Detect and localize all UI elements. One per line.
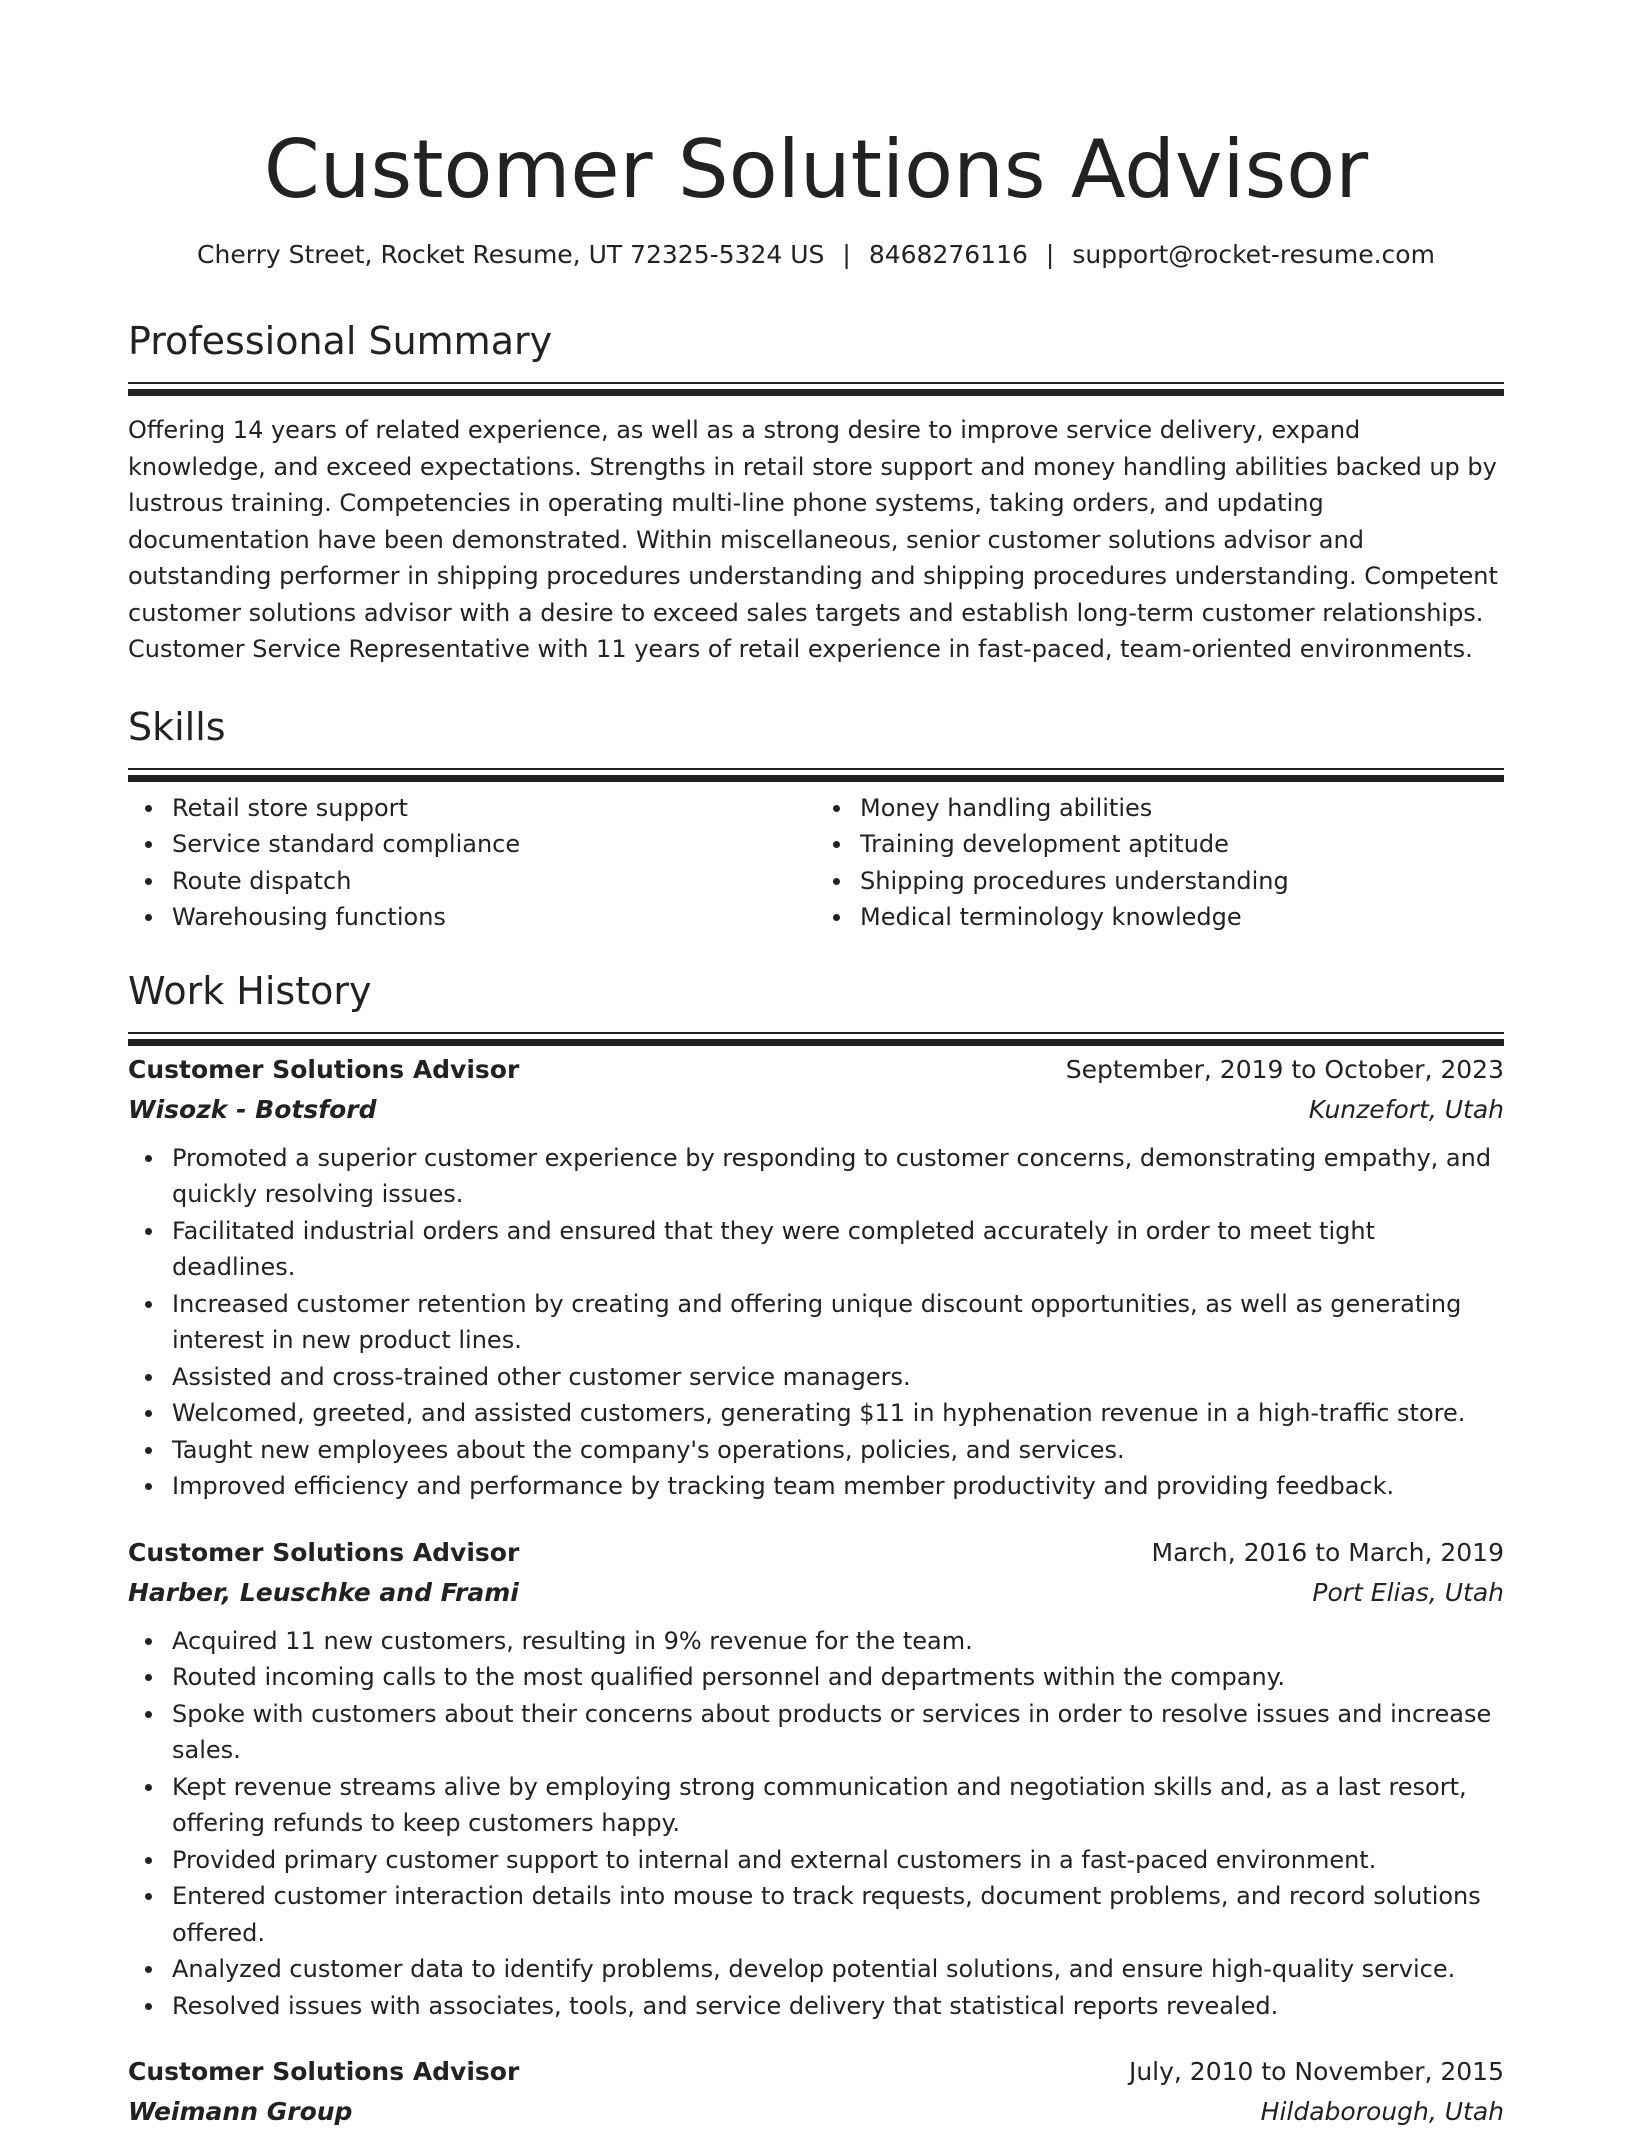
job-title: Customer Solutions Advisor	[128, 1533, 519, 1573]
job-dates: September, 2019 to October, 2023	[1066, 1050, 1504, 1090]
job-header-row	[128, 2052, 1504, 2092]
job-header-row	[128, 1533, 1504, 1573]
job-title: Customer Solutions Advisor	[128, 1050, 519, 1090]
section-divider	[128, 1032, 1504, 1034]
skill-item: Service standard compliance	[172, 826, 816, 863]
job-entry	[128, 1533, 1504, 2025]
job-bullet: Taught new employees about the company's operations, policies, and services.	[172, 1432, 1504, 1469]
skill-item: Training development aptitude	[860, 826, 1504, 863]
summary-heading: Professional Summary	[128, 316, 1504, 366]
job-dates: July, 2010 to November, 2015	[1129, 2052, 1504, 2092]
job-bullet: Entered customer interaction details into mouse to track requests, document problems, and record solutions offered.	[172, 1878, 1504, 1951]
job-bullet: Routed incoming calls to the most qualified personnel and departments within the company.	[172, 1659, 1504, 1696]
section-divider	[128, 768, 1504, 770]
job-location: Hildaborough, Utah	[1261, 2092, 1504, 2132]
job-bullet: Improved efficiency and performance by tracking team member productivity and providing feedback.	[172, 1468, 1504, 1505]
job-bullet: Acquired 11 new customers, resulting in 9% revenue for the team.	[172, 1623, 1504, 1660]
contact-line	[128, 238, 1504, 272]
job-bullet: Increased customer retention by creating and offering unique discount opportunities, as well as generating interest in new product lines.	[172, 1286, 1504, 1359]
job-header-row	[128, 1050, 1504, 1090]
skills-heading: Skills	[128, 702, 1504, 752]
contact-separator: |	[824, 238, 868, 272]
job-bullets	[128, 1623, 1504, 2025]
job-entry	[128, 1050, 1504, 1505]
contact-separator: |	[1028, 238, 1072, 272]
skill-item: Money handling abilities	[860, 790, 1504, 827]
job-location: Kunzefort, Utah	[1309, 1090, 1504, 1130]
job-bullet: Assisted and cross-trained other customer service managers.	[172, 1359, 1504, 1396]
job-company-row	[128, 1573, 1504, 1613]
skill-item: Medical terminology knowledge	[860, 899, 1504, 936]
job-title: Customer Solutions Advisor	[128, 2052, 519, 2092]
job-bullet: Provided primary customer support to internal and external customers in a fast-paced environment.	[172, 1842, 1504, 1879]
phone-text: 8468276116	[869, 240, 1028, 269]
job-company: Weimann Group	[128, 2092, 352, 2132]
job-bullet: Promoted a superior customer experience by responding to customer concerns, demonstrating empathy, and quickly resolving issues.	[172, 1140, 1504, 1213]
section-divider	[128, 382, 1504, 384]
work-history-section	[128, 966, 1504, 2132]
job-bullet: Spoke with customers about their concerns about products or services in order to resolve issues and increase sales.	[172, 1696, 1504, 1769]
job-company-row	[128, 2092, 1504, 2132]
job-company: Wisozk - Botsford	[128, 1090, 377, 1130]
summary-section	[128, 316, 1504, 668]
job-bullets	[128, 1140, 1504, 1505]
address-text: Cherry Street, Rocket Resume, UT 72325-5324 US	[197, 240, 824, 269]
work-history-heading: Work History	[128, 966, 1504, 1016]
job-bullet: Analyzed customer data to identify problems, develop potential solutions, and ensure high-quality service.	[172, 1951, 1504, 1988]
job-company: Harber, Leuschke and Frami	[128, 1573, 519, 1613]
job-bullet: Resolved issues with associates, tools, and service delivery that statistical reports revealed.	[172, 1988, 1504, 2025]
skill-item: Route dispatch	[172, 863, 816, 900]
job-bullet: Kept revenue streams alive by employing strong communication and negotiation skills and, as a last resort, offering refunds to keep customers happy.	[172, 1769, 1504, 1842]
email-text: support@rocket-resume.com	[1072, 240, 1435, 269]
skills-grid	[128, 790, 1504, 936]
job-entry	[128, 2052, 1504, 2132]
skill-item: Retail store support	[172, 790, 816, 827]
job-bullet: Welcomed, greeted, and assisted customers, generating $11 in hyphenation revenue in a high-traffic store.	[172, 1395, 1504, 1432]
job-location: Port Elias, Utah	[1312, 1573, 1504, 1613]
resume-name: Customer Solutions Advisor	[128, 0, 1504, 220]
skill-item: Shipping procedures understanding	[860, 863, 1504, 900]
skills-section	[128, 702, 1504, 936]
skill-item: Warehousing functions	[172, 899, 816, 936]
job-bullet: Facilitated industrial orders and ensured that they were completed accurately in order to meet tight deadlines.	[172, 1213, 1504, 1286]
skills-column-left	[128, 790, 816, 936]
job-company-row	[128, 1090, 1504, 1130]
skills-column-right	[816, 790, 1504, 936]
summary-text: Offering 14 years of related experience, as well as a strong desire to improve service delivery, expand knowledge, and exceed expectations. Strengths in retail store support and money handling abilities backed up by lustrous training. Competencies in operating multi-line phone systems, taking orders, and updating documentation have been demonstrated. Within miscellaneous, senior customer solutions advisor and outstanding performer in shipping procedures understanding and shipping procedures understanding. Competent customer solutions advisor with a desire to exceed sales targets and establish long-term customer relationships. Customer Service Representative with 11 years of retail experience in fast-paced, team-oriented environments.	[128, 412, 1504, 668]
job-dates: March, 2016 to March, 2019	[1152, 1533, 1504, 1573]
